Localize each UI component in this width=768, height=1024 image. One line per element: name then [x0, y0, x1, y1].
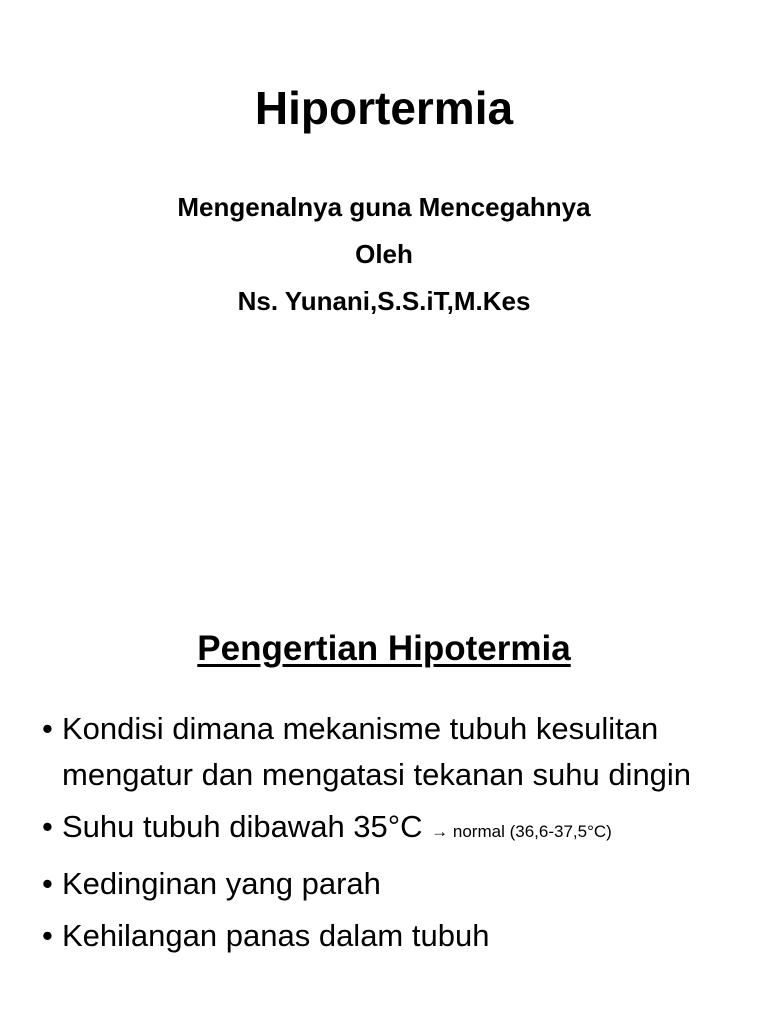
section-heading	[0, 626, 768, 672]
definition-slide	[0, 576, 768, 1024]
bullet-glyph: •	[42, 866, 53, 901]
slide-title: Hiportermia	[254, 82, 514, 134]
bullet-item	[42, 861, 758, 907]
bullet-list	[42, 706, 758, 965]
bullet-text: Suhu tubuh dibawah 35°C	[62, 809, 432, 844]
bullet-glyph: •	[42, 918, 53, 953]
bullet-text: Kondisi dimana mekanisme tubuh kesulitan mengatur dan mengatasi tekanan suhu dingin	[62, 711, 692, 792]
bullet-glyph: •	[42, 711, 53, 746]
bullet-text: Kehilangan panas dalam tubuh	[62, 918, 490, 953]
bullet-item	[42, 706, 758, 798]
subtitle-line-1: Mengenalnya guna Mencegahnya	[177, 192, 591, 222]
bullet-item	[42, 913, 758, 959]
subtitle-line-3: Ns. Yunani,S.S.iT,M.Kes	[237, 286, 531, 316]
bullet-glyph: •	[42, 809, 53, 844]
section-heading-text: Pengertian Hipotermia	[197, 629, 571, 668]
subtitle-line-2: Oleh	[355, 239, 413, 269]
bullet-note: → normal (36,6-37,5°C)	[431, 822, 612, 841]
bullet-item	[42, 804, 758, 855]
bullet-text: Kedinginan yang parah	[62, 866, 381, 901]
